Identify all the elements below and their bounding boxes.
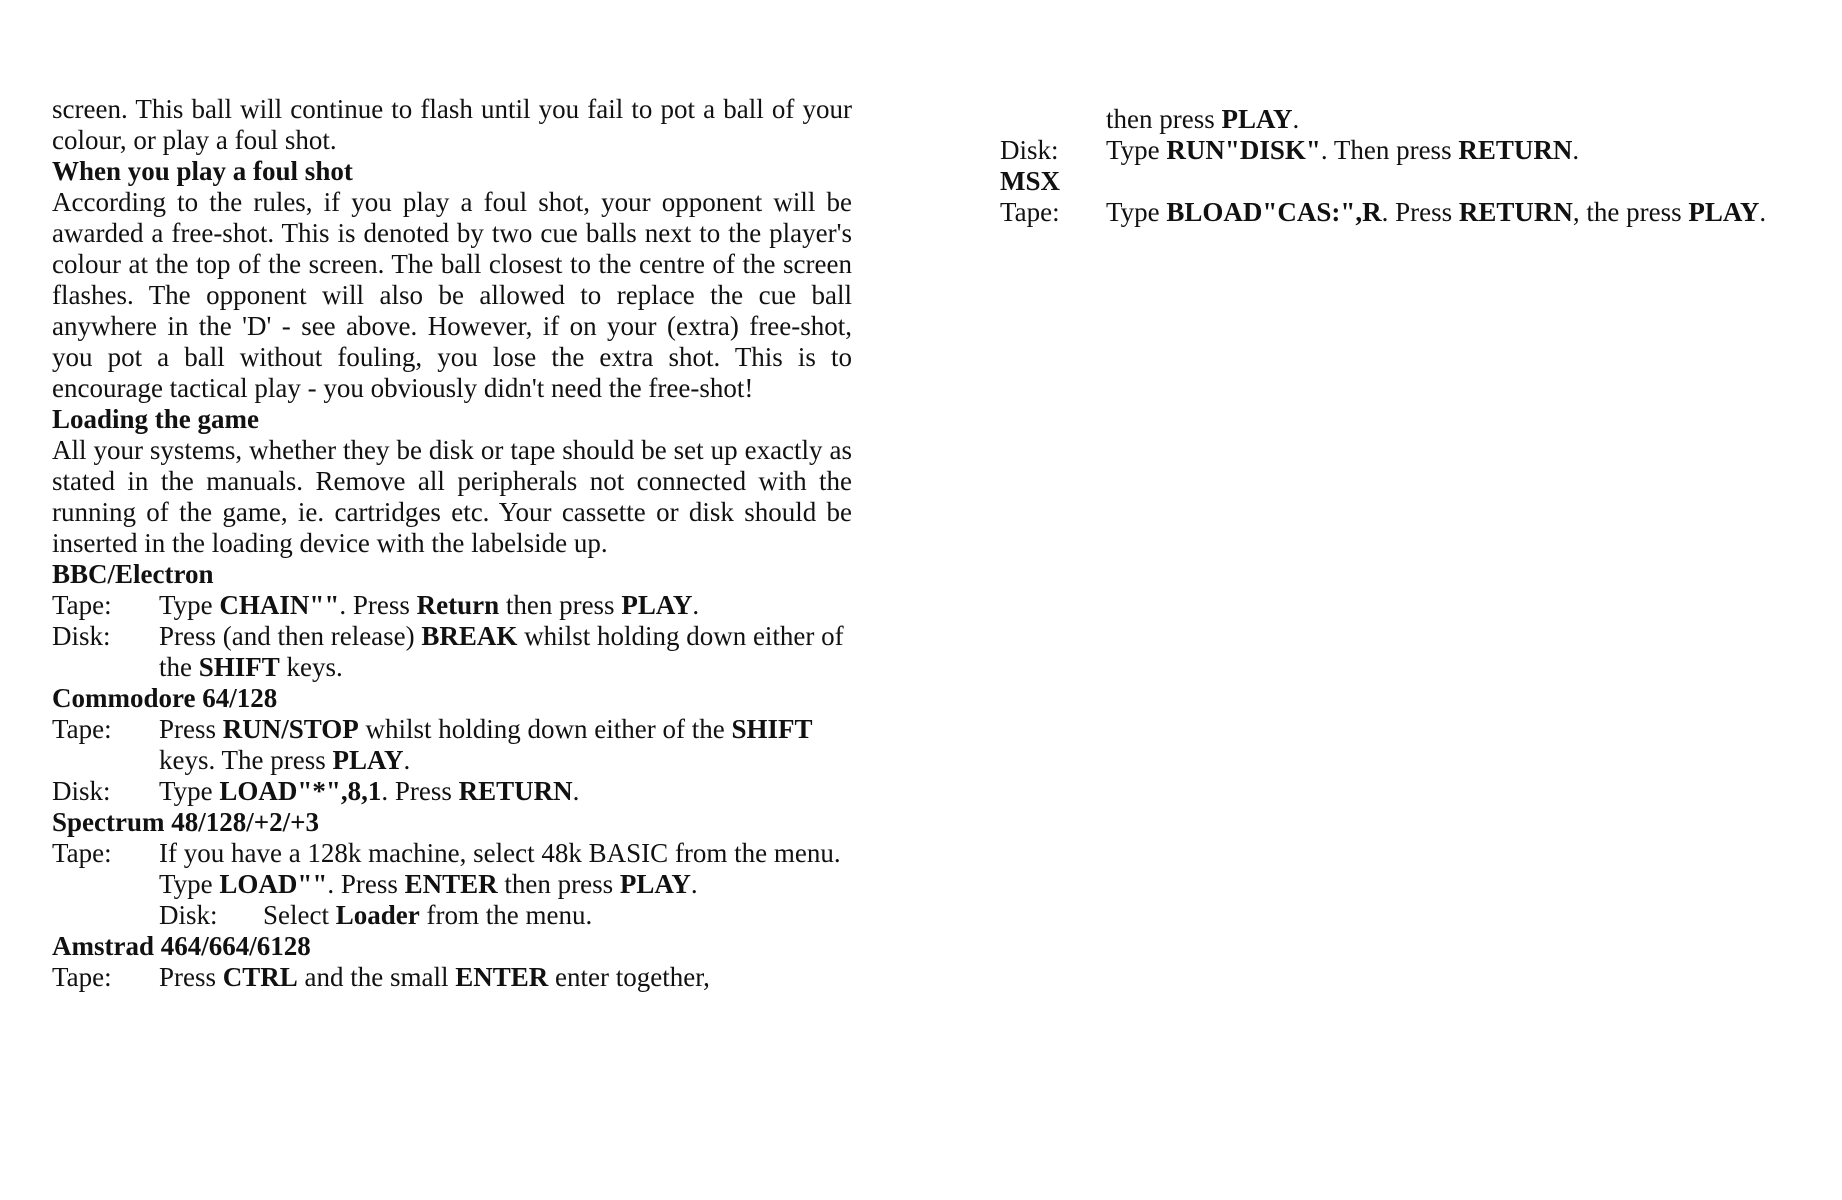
- spectrum-tape-row: [52, 838, 852, 900]
- bbc-disk-row: [52, 621, 852, 683]
- amstrad-disk-label: Disk:: [1000, 135, 1059, 165]
- msx-tape-row: [1000, 197, 1780, 228]
- spectrum-tape-label: Tape:: [52, 838, 112, 868]
- commodore-disk-row: [52, 776, 852, 807]
- msx-heading: MSX: [1000, 166, 1060, 196]
- spectrum-disk-row: Disk: Select Loader from the menu.: [159, 900, 593, 930]
- msx-tape-label: Tape:: [1000, 197, 1060, 227]
- bbc-tape-row: [52, 590, 852, 621]
- amstrad-tape-row: [52, 962, 852, 993]
- intro-paragraph: screen. This ball will continue to flash until you fail to pot a ball of your colour, or play a foul shot.: [52, 94, 852, 155]
- bbc-disk-text: Press (and then release) BREAK whilst holding down either of the SHIFT keys.: [159, 621, 844, 682]
- bbc-tape-label: Tape:: [52, 590, 112, 620]
- spectrum-disk-label: Disk:: [159, 900, 218, 930]
- bbc-disk-label: Disk:: [52, 621, 111, 651]
- commodore-disk-label: Disk:: [52, 776, 111, 806]
- amstrad-tape-continuation: then press PLAY.: [1106, 104, 1300, 134]
- foul-shot-heading: When you play a foul shot: [52, 156, 353, 186]
- amstrad-tape-text: Press CTRL and the small ENTER enter together,: [159, 962, 710, 992]
- commodore-heading: Commodore 64/128: [52, 683, 278, 713]
- loading-heading: Loading the game: [52, 404, 260, 434]
- commodore-disk-text: Type LOAD"*",8,1. Press RETURN.: [159, 776, 580, 806]
- foul-shot-paragraph: According to the rules, if you play a foul shot, your opponent will be awarded a free-shot. This is denoted by two cue balls next to the player's colour at the top of the screen. The ball closest to the centre of the screen flashes. The opponent will also be allowed to replace the cue ball anywhere in the 'D' - see above. However, if on your (extra) free-shot, you pot a ball without fouling, you lose the extra shot. This is to encourage tactical play - you obviously didn't need the free-shot!: [52, 187, 852, 403]
- spectrum-tape-text: If you have a 128k machine, select 48k BASIC from the menu. Type LOAD"". Press ENTER then press PLAY.: [159, 838, 841, 899]
- amstrad-disk-row: [1000, 135, 1780, 166]
- bbc-tape-text: Type CHAIN"". Press Return then press PLAY.: [159, 590, 700, 620]
- spectrum-heading: Spectrum 48/128/+2/+3: [52, 807, 320, 837]
- left-column: [52, 94, 852, 993]
- bbc-heading: BBC/Electron: [52, 559, 214, 589]
- right-column: [1000, 104, 1780, 228]
- amstrad-disk-text: Type RUN"DISK". Then press RETURN.: [1106, 135, 1580, 165]
- commodore-tape-label: Tape:: [52, 714, 112, 744]
- commodore-tape-text: Press RUN/STOP whilst holding down either of the SHIFT keys. The press PLAY.: [159, 714, 813, 775]
- loading-paragraph: All your systems, whether they be disk or tape should be set up exactly as stated in the manuals. Remove all peripherals not connected with the running of the game, ie. cartridges etc. Your cassette or disk should be inserted in the loading device with the labelside up.: [52, 435, 852, 558]
- commodore-tape-row: [52, 714, 852, 776]
- amstrad-heading: Amstrad 464/664/6128: [52, 931, 311, 961]
- msx-tape-text: Type BLOAD"CAS:",R. Press RETURN, the press PLAY.: [1106, 197, 1767, 227]
- amstrad-tape-label: Tape:: [52, 962, 112, 992]
